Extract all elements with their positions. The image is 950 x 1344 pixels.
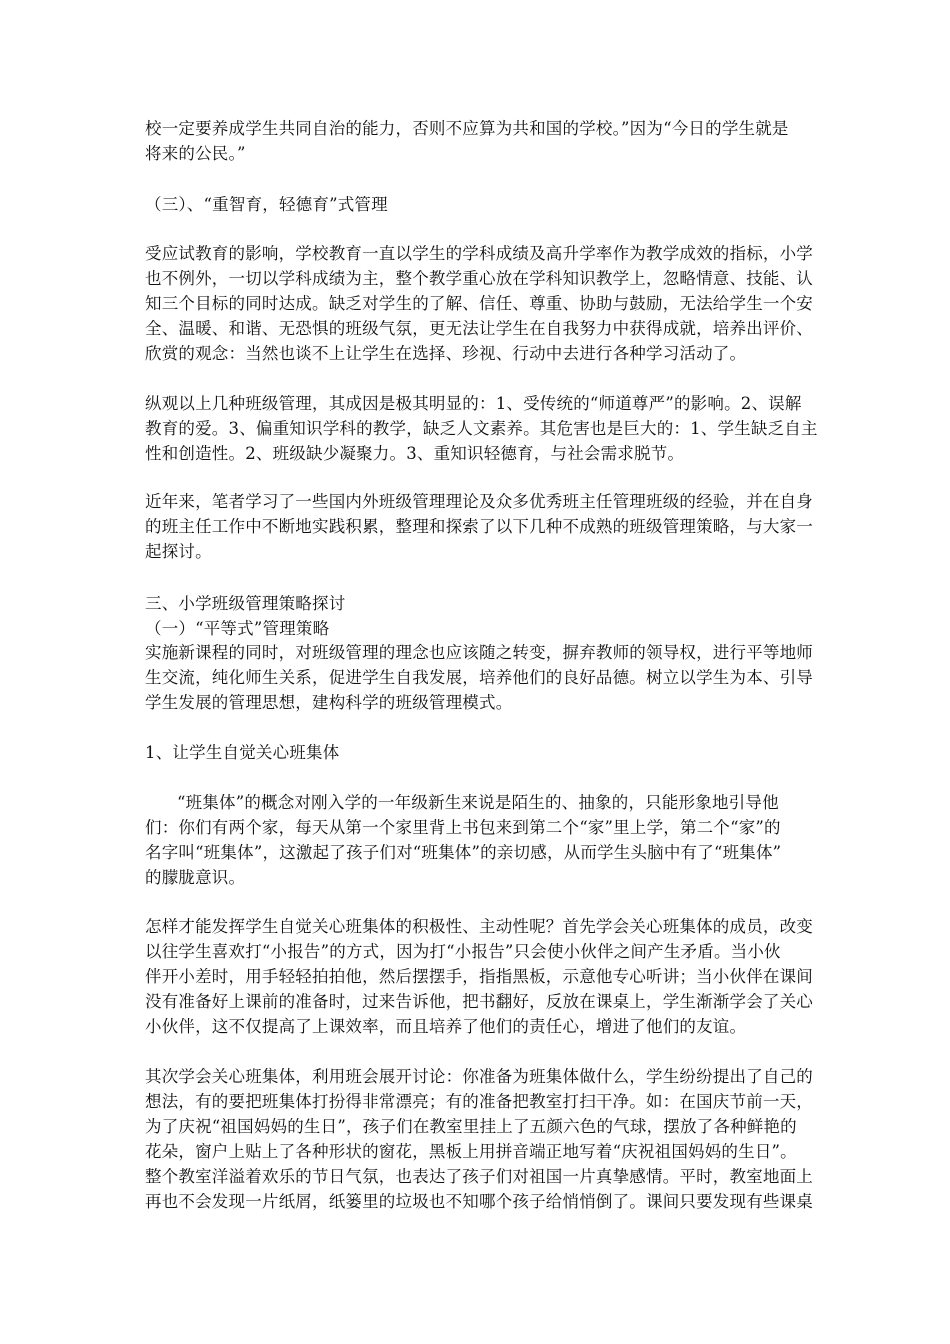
text-line: 也不例外，一切以学科成绩为主，整个教学重心放在学科知识教学上，忽略情意、技能、认 [145, 269, 813, 288]
text-line: 名字叫“班集体”，这激起了孩子们对“班集体”的亲切感，从而学生头脑中有了“班集体” [145, 843, 782, 862]
subsection-heading: （一）“平等式”管理策略 [145, 619, 330, 638]
text-line: 怎样才能发挥学生自觉关心班集体的积极性、主动性呢？首先学会关心班集体的成员，改变 [145, 917, 813, 936]
section-heading: 三、小学班级管理策略探讨 [145, 594, 346, 613]
text-line: 的朦胧意识。 [145, 868, 246, 887]
text-line: 的班主任工作中不断地实践积累，整理和探索了以下几种不成熟的班级管理策略，与大家一 [145, 517, 813, 536]
text-line: 没有准备好上课前的准备时，过来告诉他，把书翻好，反放在课桌上，学生渐渐学会了关心 [145, 992, 813, 1011]
text-line: 伴开小差时，用手轻轻拍拍他，然后摆摆手，指指黑板，示意他专心听讲；当小伙伴在课间 [145, 967, 813, 986]
text-line: 受应试教育的影响，学校教育一直以学生的学科成绩及高升学率作为教学成效的指标，小学 [145, 244, 813, 263]
text-line: 欣赏的观念：当然也谈不上让学生在选择、珍视、行动中去进行各种学习活动了。 [145, 344, 747, 363]
text-line: 整个教室洋溢着欢乐的节日气氛，也表达了孩子们对祖国一片真挚感情。平时，教室地面上 [145, 1167, 813, 1186]
text-line: 学生发展的管理思想，建构科学的班级管理模式。 [145, 693, 513, 712]
text-line: 其次学会关心班集体，利用班会展开讨论：你准备为班集体做什么，学生纷纷提出了自己的 [145, 1067, 813, 1086]
text-line: 知三个目标的同时达成。缺乏对学生的了解、信任、尊重、协助与鼓励，无法给学生一个安 [145, 294, 813, 313]
text-line: 将来的公民。” [145, 144, 246, 163]
subsection-heading: 1、让学生自觉关心班集体 [145, 743, 340, 762]
text-line: 再也不会发现一片纸屑，纸篓里的垃圾也不知哪个孩子给悄悄倒了。课间只要发现有些课桌 [145, 1192, 813, 1211]
text-line: 起探讨。 [145, 542, 212, 561]
text-line: 全、温暖、和谐、无恐惧的班级气氛，更无法让学生在自我努力中获得成就，培养出评价、 [145, 319, 813, 338]
text-line: 性和创造性。2、班级缺少凝聚力。3、重知识轻德育，与社会需求脱节。 [145, 444, 685, 463]
text-line: 纵观以上几种班级管理，其成因是极其明显的：1、受传统的“师道尊严”的影响。2、误解 [145, 394, 802, 413]
text-line: 们：你们有两个家，每天从第一个家里背上书包来到第二个“家”里上学，第二个“家”的 [145, 818, 781, 837]
text-line: “班集体”的概念对刚入学的一年级新生来说是陌生的、抽象的，只能形象地引导他 [177, 793, 779, 812]
text-line: 近年来，笔者学习了一些国内外班级管理理论及众多优秀班主任管理班级的经验，并在自身 [145, 492, 813, 511]
text-line: 为了庆祝“祖国妈妈的生日”，孩子们在教室里挂上了五颜六色的气球，摆放了各种鲜艳的 [145, 1117, 797, 1136]
text-line: 校一定要养成学生共同自治的能力，否则不应算为共和国的学校。”因为“今日的学生就是 [145, 119, 789, 138]
section-heading: （三）、“重智育，轻德育”式管理 [145, 195, 388, 214]
text-line: 生交流，纯化师生关系，促进学生自我发展，培养他们的良好品德。树立以学生为本、引导 [145, 668, 813, 687]
text-line: 想法，有的要把班集体打扮得非常漂亮；有的准备把教室打扫干净。如：在国庆节前一天， [145, 1092, 813, 1111]
text-line: 教育的爱。3、偏重知识学科的教学，缺乏人文素养。其危害也是巨大的：1、学生缺乏自主 [145, 419, 818, 438]
text-line: 以往学生喜欢打“小报告”的方式，因为打“小报告”只会使小伙伴之间产生矛盾。当小伙 [145, 942, 781, 961]
text-line: 实施新课程的同时，对班级管理的理念也应该随之转变，摒弃教师的领导权，进行平等地师 [145, 643, 813, 662]
text-line: 花朵，窗户上贴上了各种形状的窗花，黑板上用拼音端正地写着“庆祝祖国妈妈的生日”。 [145, 1142, 797, 1161]
text-line: 小伙伴，这不仅提高了上课效率，而且培养了他们的责任心，增进了他们的友谊。 [145, 1017, 747, 1036]
